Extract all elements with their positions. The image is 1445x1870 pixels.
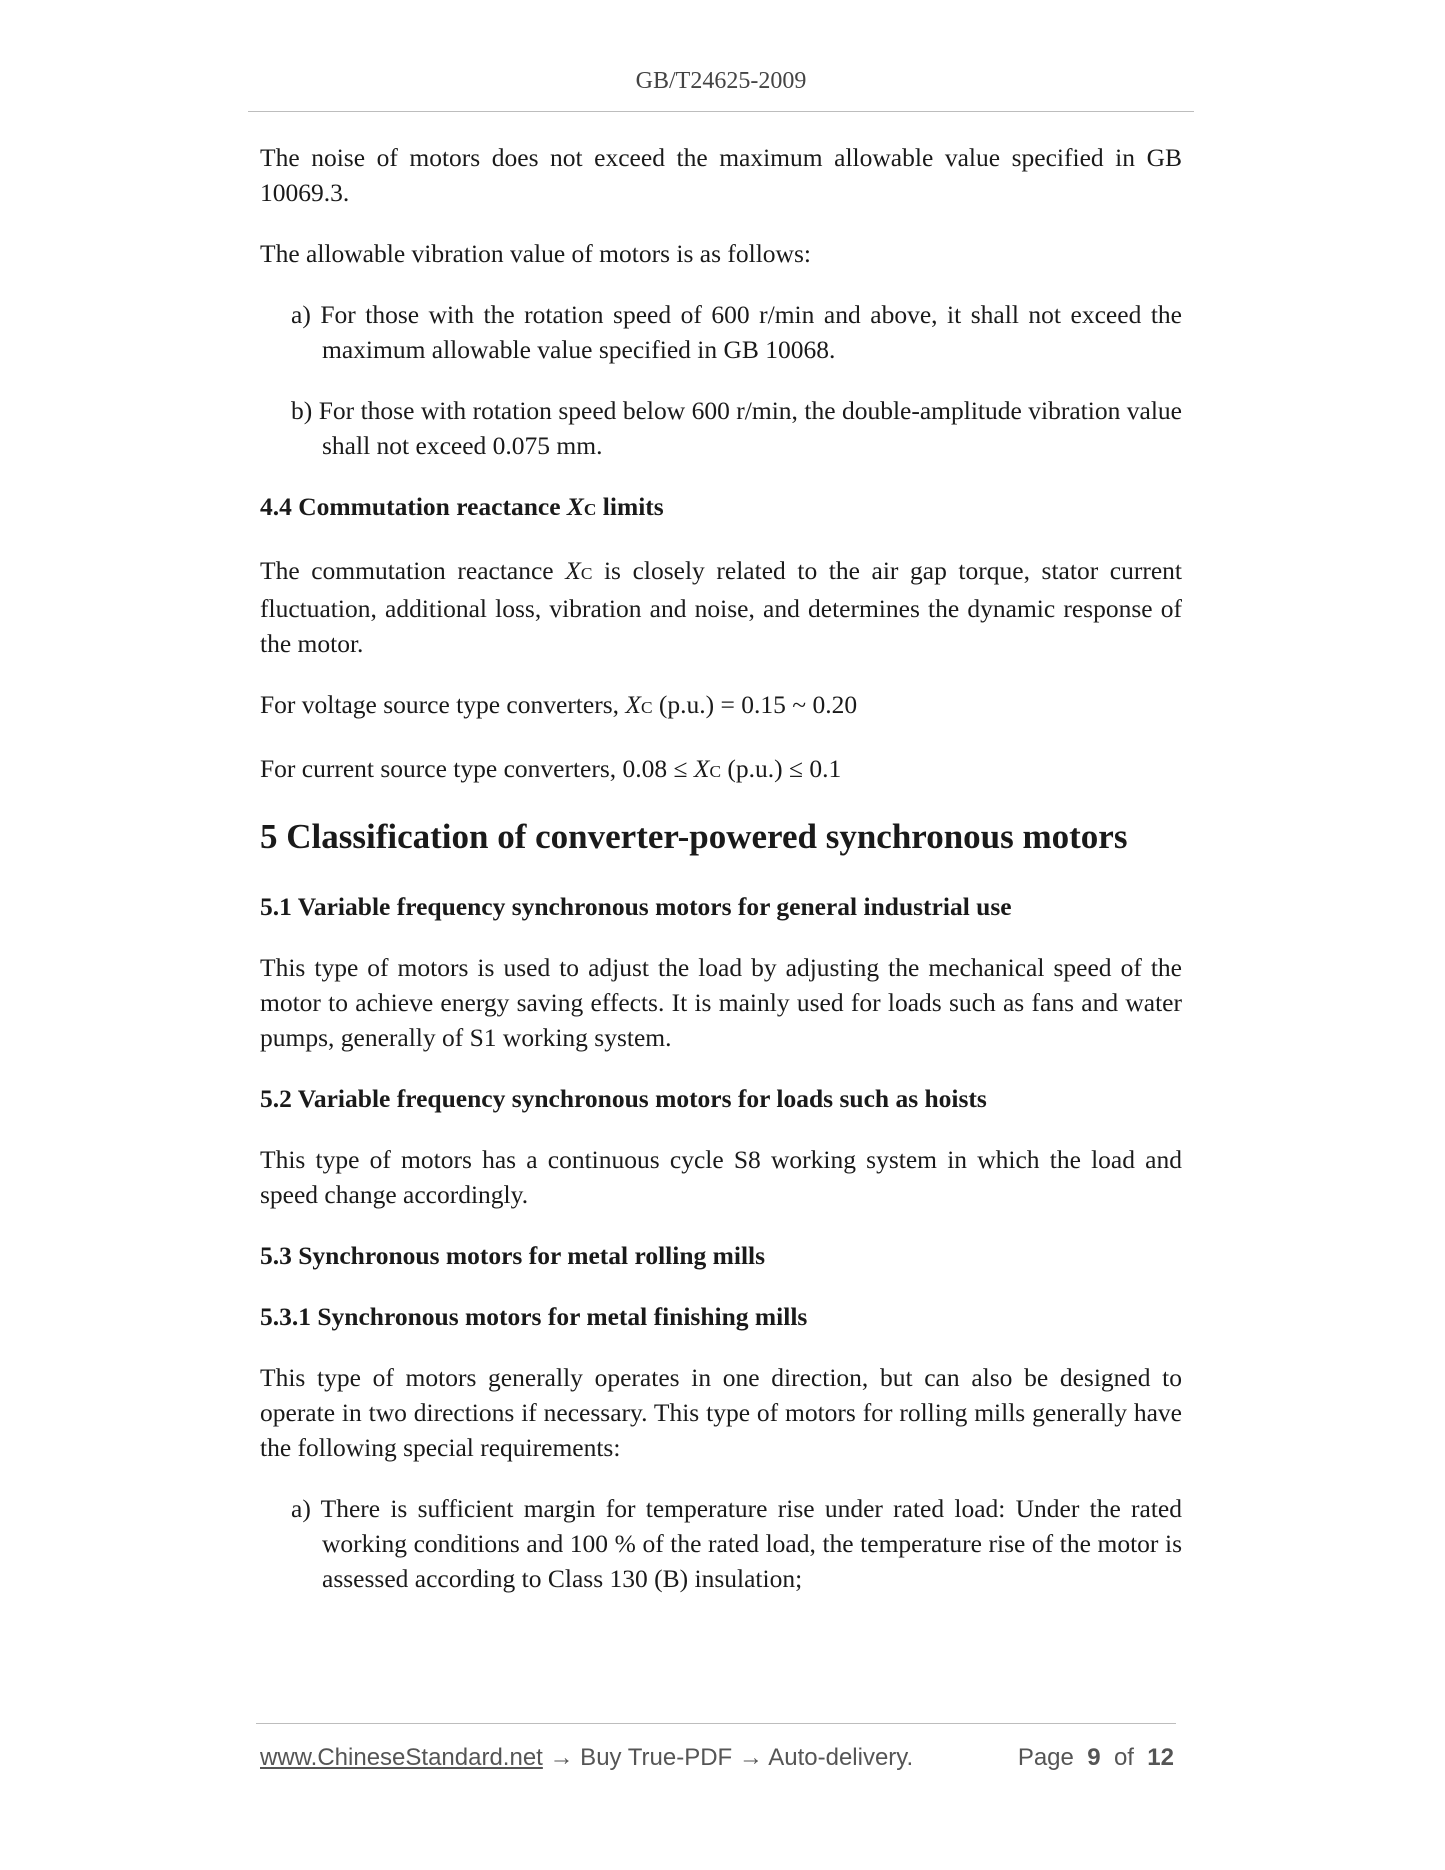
- subscript-c: C: [583, 500, 597, 519]
- page-content: [260, 140, 1182, 1622]
- list-item-a-temperature: [291, 1491, 1182, 1596]
- list-item-a-vibration: [291, 297, 1182, 367]
- header-divider: [248, 111, 1194, 112]
- list-item-b-vibration: [291, 393, 1182, 463]
- section-heading-5-3: 5.3 Synchronous motors for metal rolling mills: [260, 1241, 766, 1270]
- section-heading-5-3-1: 5.3.1 Synchronous motors for metal finishing mills: [260, 1302, 808, 1331]
- document-id-header: GB/T24625-2009: [635, 68, 807, 94]
- variable-x: X: [693, 754, 710, 783]
- footer-divider: [256, 1723, 1176, 1724]
- paragraph-vibration-intro: The allowable vibration value of motors is as follows:: [260, 239, 811, 268]
- page-number: Page 9 of 12: [1017, 1744, 1174, 1771]
- current-page: 9: [1087, 1744, 1101, 1771]
- variable-x: X: [566, 492, 584, 521]
- subscript-c: C: [640, 698, 653, 717]
- variable-x: X: [625, 690, 641, 719]
- list-item-text: For those with rotation speed below 600 r/min, the double-amplitude vibration value shall not exceed 0.075 mm.: [318, 396, 1182, 460]
- list-item-text: For those with the rotation speed of 600 r/min and above, it shall not exceed the maximum allowable value specified in GB 10068.: [320, 300, 1182, 364]
- paragraph-noise: The noise of motors does not exceed the maximum allowable value specified in GB 10069.3.: [260, 143, 1182, 207]
- section-heading-5-2: 5.2 Variable frequency synchronous motors for loads such as hoists: [260, 1084, 987, 1113]
- paragraph-current-source: For current source type converters, 0.08 ≤ XC (p.u.) ≤ 0.1: [260, 754, 842, 783]
- paragraph-hoists: This type of motors has a continuous cycle S8 working system in which the load and speed change accordingly.: [260, 1145, 1182, 1209]
- paragraph-general-industrial: This type of motors is used to adjust the load by adjusting the mechanical speed of the motor to achieve energy saving effects. It is mainly used for loads such as fans and water pumps, generally of S1 working system.: [260, 953, 1182, 1052]
- list-marker: a): [291, 1494, 311, 1523]
- variable-x: X: [565, 556, 581, 585]
- section-heading-4-4: 4.4 Commutation reactance XC limits: [260, 492, 664, 521]
- list-marker: b): [291, 396, 313, 425]
- subscript-c: C: [709, 762, 722, 781]
- total-pages: 12: [1147, 1744, 1174, 1771]
- section-heading-5-1: 5.1 Variable frequency synchronous motors for general industrial use: [260, 892, 1012, 921]
- paragraph-finishing-mills: This type of motors generally operates in one direction, but can also be designed to operate in two directions if necessary. This type of motors for rolling mills generally have the following special requirements:: [260, 1363, 1182, 1462]
- list-marker: a): [291, 300, 311, 329]
- subscript-c: C: [580, 564, 593, 583]
- list-item-text: There is sufficient margin for temperature rise under rated load: Under the rated working conditions and 100 % of the rated load, the temperature rise of the motor is assessed according to Class 130 (B) insulation;: [320, 1494, 1182, 1593]
- paragraph-voltage-source: For voltage source type converters, XC (p.u.) = 0.15 ~ 0.20: [260, 690, 858, 719]
- footer-promo-text: → Buy True-PDF → Auto-delivery.: [542, 1744, 914, 1771]
- chapter-heading-5: 5 Classification of converter-powered synchronous motors: [260, 817, 1128, 856]
- website-link[interactable]: www.ChineseStandard.net: [260, 1744, 543, 1771]
- paragraph-commutation-reactance: The commutation reactance XC is closely related to the air gap torque, stator current fluctuation, additional loss, vibration and noise, and determines the dynamic response of the motor.: [260, 556, 1182, 658]
